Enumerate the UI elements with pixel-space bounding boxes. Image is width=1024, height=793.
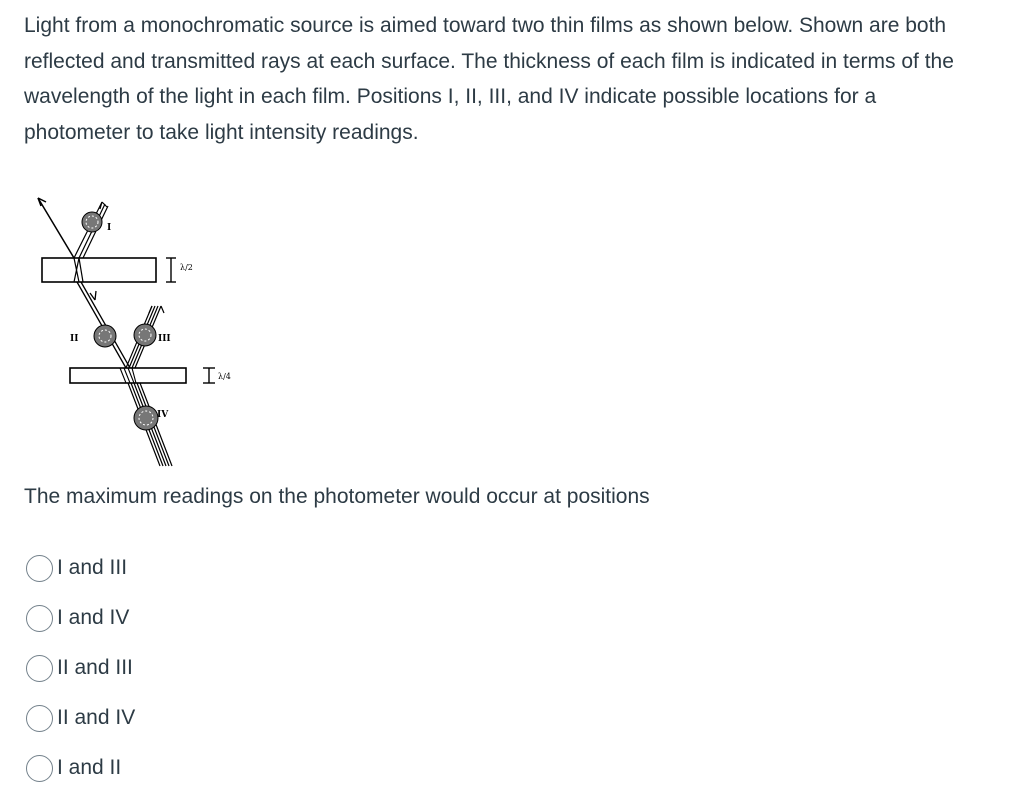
photometer-position-3: [134, 324, 156, 346]
answer-option[interactable]: [26, 543, 135, 593]
answer-list: [26, 543, 135, 793]
answer-label: II and IV: [57, 706, 136, 729]
answer-label: I and III: [57, 556, 128, 579]
position-label-4: IV: [157, 410, 169, 420]
film-2-thickness-marker: [203, 368, 215, 383]
rays-inside-film-2: [120, 368, 136, 383]
film-2: [70, 368, 186, 383]
radio-button[interactable]: [26, 555, 53, 582]
radio-button[interactable]: [26, 705, 53, 732]
film-1-thickness-marker: [166, 258, 176, 282]
incident-ray: [38, 198, 74, 258]
radio-button[interactable]: [26, 755, 53, 782]
position-label-3: III: [158, 334, 171, 344]
photometer-position-1: [82, 212, 102, 232]
rays-inside-film-1: [74, 258, 83, 282]
film-1-thickness-label: λ/2: [180, 263, 193, 272]
radio-button[interactable]: [26, 605, 53, 632]
answer-option[interactable]: [26, 693, 135, 743]
question-stem: The maximum readings on the photometer would occur at positions: [24, 485, 650, 508]
question-block: [24, 8, 984, 150]
answer-option[interactable]: [26, 593, 135, 643]
film-1: [42, 258, 156, 282]
position-label-1: I: [107, 223, 112, 233]
question-prompt: Light from a monochromatic source is aimed toward two thin films as shown below. Shown are both reflected and transmitted rays at each surface. The thickness of each film is indicated in terms of the wavelength of the light in each film. Positions I, II, III, and IV indicate possible locations for a photometer to take light intensity readings.: [24, 14, 954, 144]
answer-label: II and III: [57, 656, 133, 679]
answer-option[interactable]: [26, 743, 135, 793]
position-label-2: II: [70, 334, 79, 344]
answer-label: I and IV: [57, 606, 130, 629]
answer-label: I and II: [57, 756, 122, 779]
answer-option[interactable]: [26, 643, 135, 693]
photometer-position-4: [134, 406, 158, 430]
film-2-thickness-label: λ/4: [218, 372, 231, 381]
radio-button[interactable]: [26, 655, 53, 682]
photometer-position-2: [94, 325, 116, 347]
thin-film-diagram: [30, 190, 260, 475]
